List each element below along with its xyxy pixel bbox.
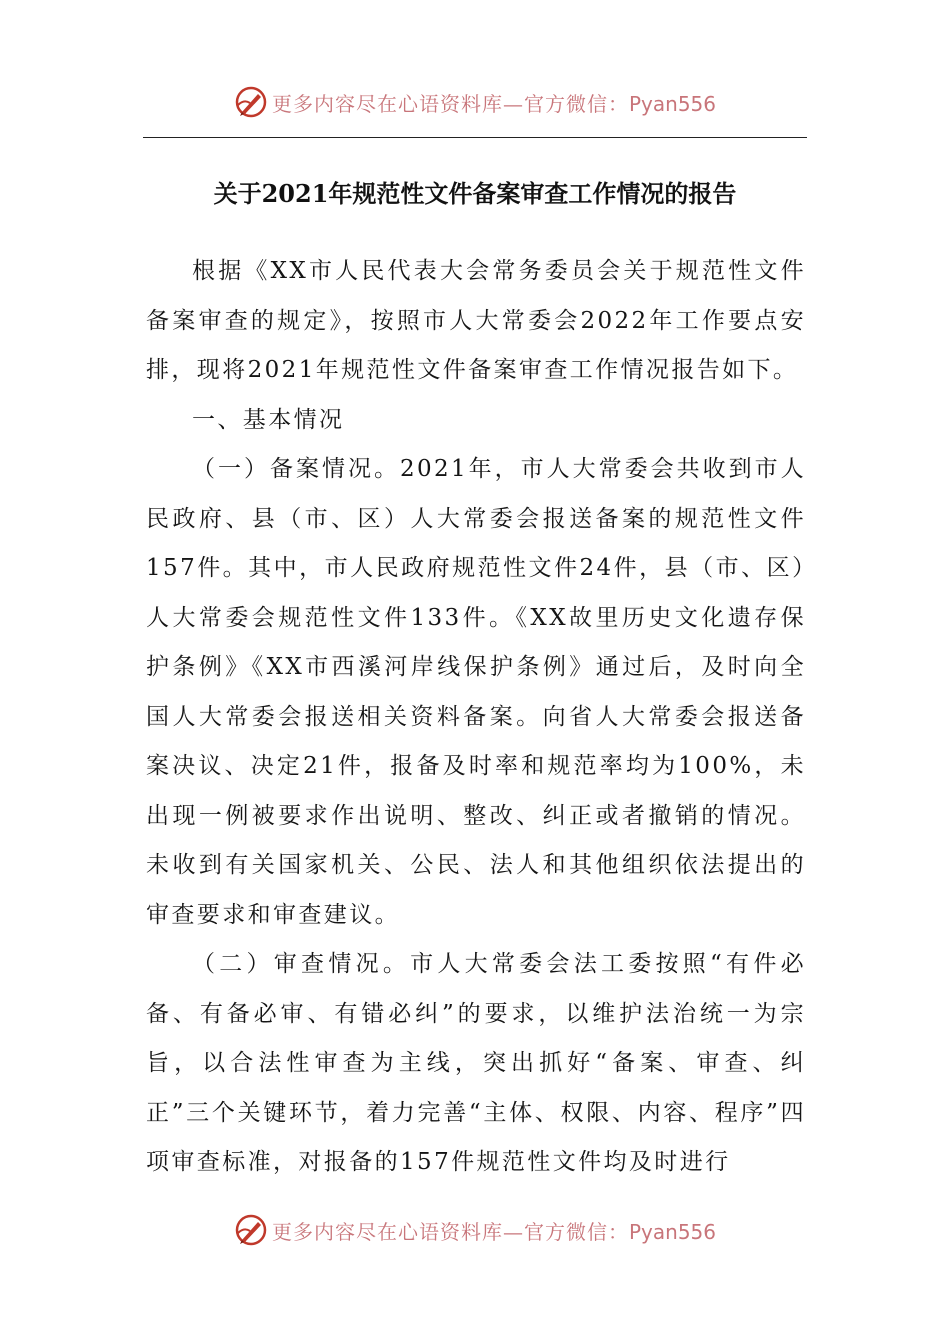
filing-paragraph: （一）备案情况。2021年，市人大常委会共收到市人民政府、县（市、区）人大常委会报送备案的规范性文件157件。其中，市人民政府规范性文件24件，县（市、区）人大常委会规范性文件133件。《XX故里历史文化遗存保护条例》《XX市西溪河岸线保护条例》通过后，及时向全国人大常委会报送相关资料备案。向省人大常委会报送备案决议、决定21件，报备及时率和规范率均为100%，未出现一例被要求作出说明、整改、纠正或者撤销的情况。未收到有关国家机关、公民、法人和其他组织依法提出的审查要求和审查建议。 [146, 456, 806, 928]
section-heading: 一、基本情况 [192, 406, 345, 433]
document-title: 关于2021年规范性文件备案审查工作情况的报告 [213, 179, 737, 208]
header-divider [143, 137, 807, 138]
watermark-text: 更多内容尽在心语资料库—官方微信：Pyan556 [271, 1219, 716, 1244]
header-watermark [0, 82, 950, 122]
pen-logo-icon [234, 1213, 268, 1247]
intro-paragraph: 根据《XX市人民代表大会常务委员会关于规范性文件备案审查的规定》，按照市人大常委会2022年工作要点安排，现将2021年规范性文件备案审查工作情况报告如下。 [146, 258, 806, 383]
document-body [146, 247, 806, 1188]
footer-watermark [0, 1210, 950, 1250]
review-paragraph: （二）审查情况。市人大常委会法工委按照“有件必备、有备必审、有错必纠”的要求，以维护法治统一为宗旨，以合法性审查为主线，突出抓好“备案、审查、纠正”三个关键环节，着力完善“主体、权限、内容、程序”四项审查标准，对报备的157件规范性文件均及时进行 [146, 951, 806, 1175]
watermark-text: 更多内容尽在心语资料库—官方微信：Pyan556 [271, 91, 716, 116]
pen-logo-icon [234, 85, 268, 119]
